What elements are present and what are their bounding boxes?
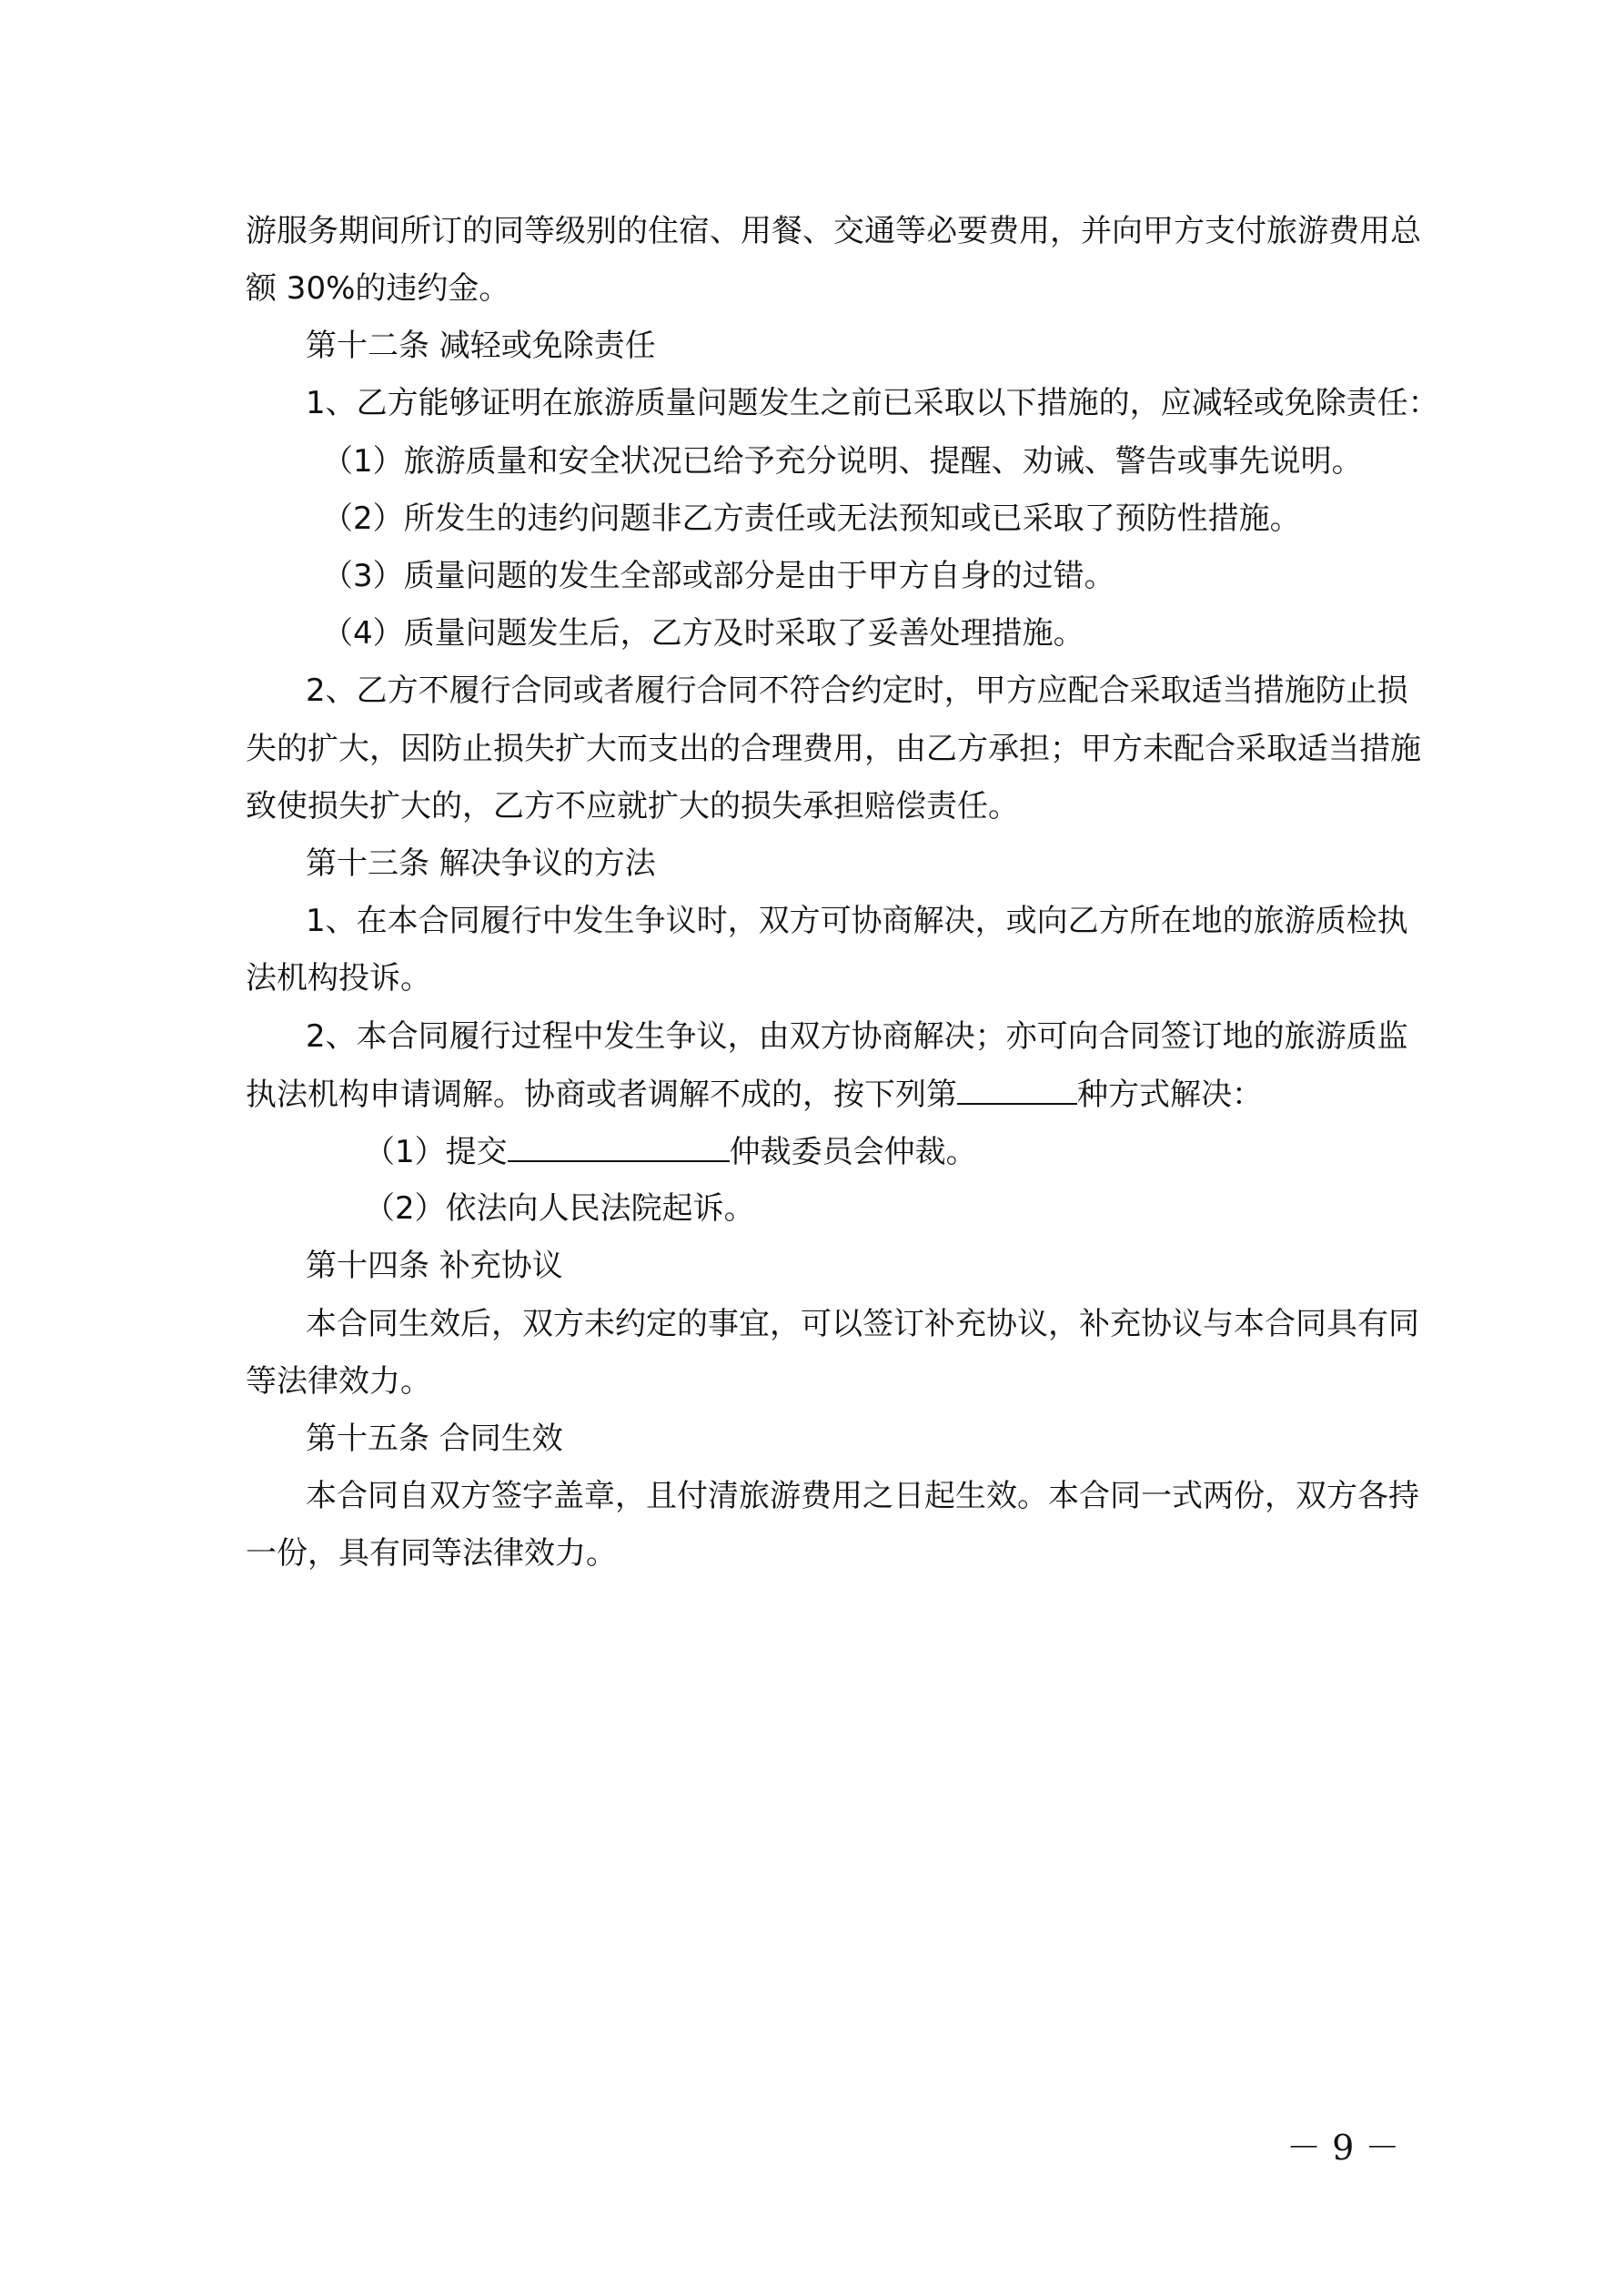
paragraph-line: 2、本合同履行过程中发生争议，由双方协商解决；亦可向合同签订地的旅游质监 [306,1018,1408,1055]
list-item: （2）依法向人民法院起诉。 [364,1190,755,1227]
fill-in-blank[interactable] [508,1133,730,1162]
article-15-heading: 第十五条 合同生效 [306,1421,563,1457]
list-item: （4）质量问题发生后，乙方及时采取了妥善处理措施。 [322,615,1084,652]
paragraph-line: 等法律效力。 [246,1363,431,1400]
paragraph-line: 1、乙方能够证明在旅游质量问题发生之前已采取以下措施的，应减轻或免除责任： [306,385,1439,421]
paragraph-line: 本合同生效后，双方未约定的事宜，可以签订补充协议，补充协议与本合同具有同 [306,1306,1419,1342]
paragraph-line: 一份，具有同等法律效力。 [246,1535,617,1572]
page-number: － 9 － [1286,2128,1400,2168]
paragraph-line: 法机构投诉。 [246,960,431,996]
line-text: （1）提交 [364,1134,508,1170]
line-text: 执法机构申请调解。协商或者调解不成的，按下列第 [246,1077,957,1113]
paragraph-line: 致使损失扩大的，乙方不应就扩大的损失承担赔偿责任。 [246,788,1019,824]
paragraph-line: 2、乙方不履行合同或者履行合同不符合约定时，甲方应配合采取适当措施防止损 [306,673,1408,709]
paragraph-line: 失的扩大，因防止损失扩大而支出的合理费用，由乙方承担；甲方未配合采取适当措施 [246,731,1421,767]
list-item: （2）所发生的违约问题非乙方责任或无法预知或已采取了预防性措施。 [322,501,1301,537]
line-text: 种方式解决： [1077,1077,1263,1113]
line-text: 仲裁委员会仲裁。 [729,1134,977,1170]
paragraph-line: 本合同自双方签字盖章，且付清旅游费用之日起生效。本合同一式两份，双方各持 [306,1478,1419,1514]
list-item: （3）质量问题的发生全部或部分是由于甲方自身的过错。 [322,558,1115,594]
article-12-heading: 第十二条 减轻或免除责任 [306,328,656,364]
paragraph-line: 游服务期间所订的同等级别的住宿、用餐、交通等必要费用，并向甲方支付旅游费用总 [246,213,1421,249]
list-item: （1）旅游质量和安全状况已给予充分说明、提醒、劝诫、警告或事先说明。 [322,443,1363,480]
paragraph-line-with-blank [246,1076,1263,1112]
article-14-heading: 第十四条 补充协议 [306,1248,563,1284]
fill-in-blank[interactable] [957,1076,1077,1105]
list-item-with-blank [364,1133,977,1169]
paragraph-line: 1、在本合同履行中发生争议时，双方可协商解决，或向乙方所在地的旅游质检执 [306,903,1408,939]
paragraph-line: 额 30%的违约金。 [246,270,510,307]
article-13-heading: 第十三条 解决争议的方法 [306,845,656,882]
